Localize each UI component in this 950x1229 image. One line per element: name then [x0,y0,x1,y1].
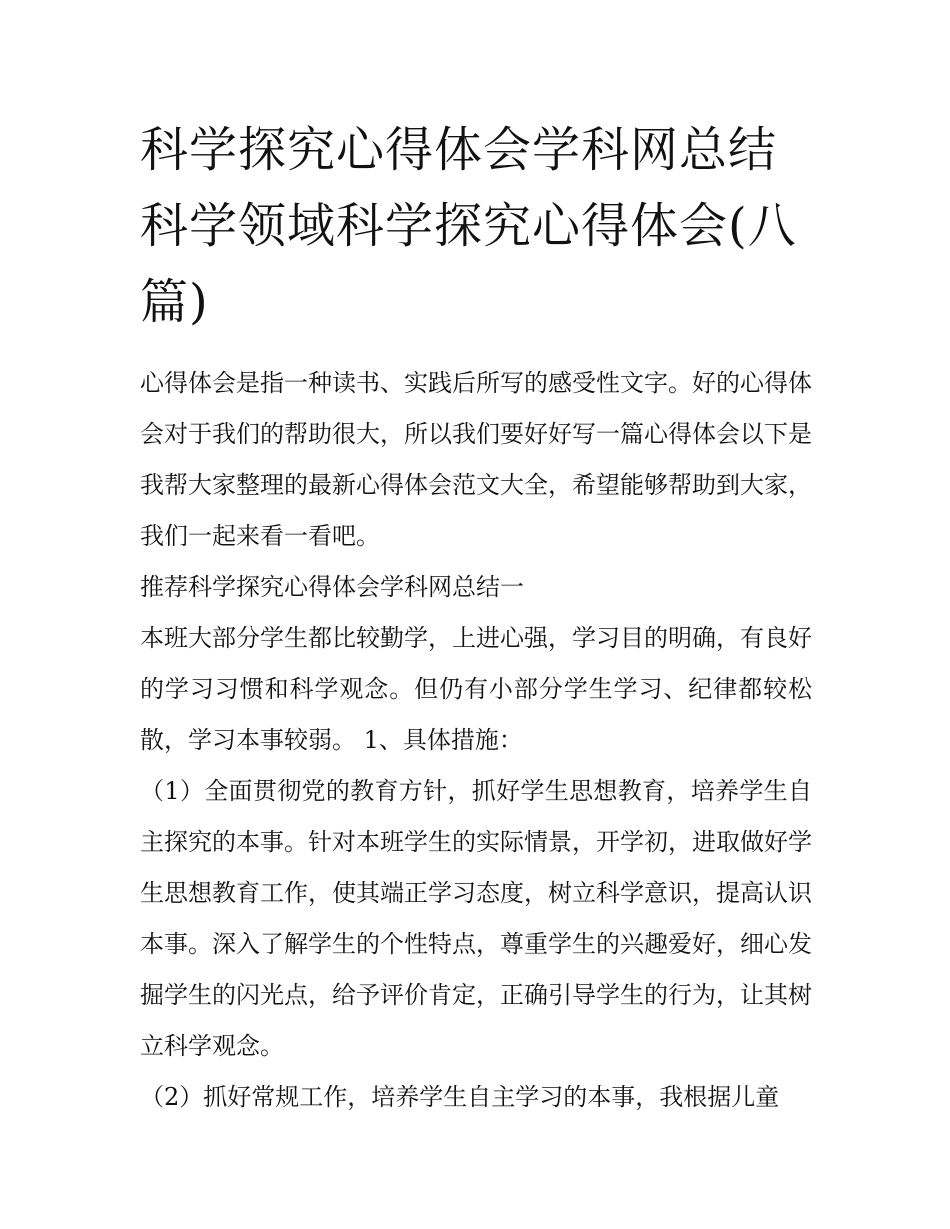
intro-paragraph: 心得体会是指一种读书、实践后所写的感受性文字。好的心得体会对于我们的帮助很大，所以我们要好好写一篇心得体会以下是我帮大家整理的最新心得体会范文大全，希望能够帮助到大家，我们一起来看一看吧。 [140,369,812,550]
section-heading: 推荐科学探究心得体会学科网总结一 [140,573,524,601]
document-title: 科学探究心得体会学科网总结科学领域科学探究心得体会(八篇) [140,122,797,330]
document-page [140,112,812,1123]
body-paragraph: （2）抓好常规工作，培养学生自主学习的本事，我根据儿童 [140,1083,780,1111]
body-paragraph: （1）全面贯彻党的教育方针，抓好学生思想教育，培养学生自主探究的本事。针对本班学生的实际情景，开学初，进取做好学生思想教育工作，使其端正学习态度，树立科学意识，提高认识本事。深入了解学生的个性特点，尊重学生的兴趣爱好，细心发掘学生的闪光点，给予评价肯定，正确引导学生的行为，让其树立科学观念。 [140,777,812,1060]
body-paragraph: 本班大部分学生都比较勤学，上进心强，学习目的明确，有良好的学习习惯和科学观念。但仍有小部分学生学习、纪律都较松散，学习本事较弱。 1、具体措施： [140,624,812,754]
